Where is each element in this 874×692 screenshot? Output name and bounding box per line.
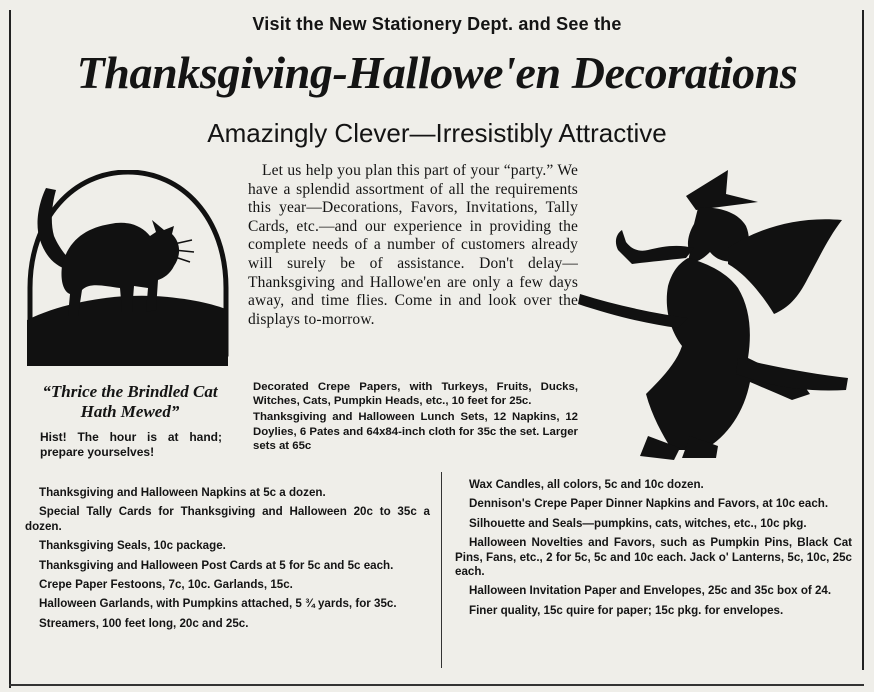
center-item: Decorated Crepe Papers, with Turkeys, Fruits, Ducks, Witches, Cats, Pumpkin Heads, etc., 10 feet for 25c.	[253, 381, 578, 408]
headline: Thanksgiving-Hallowe'en Decorations	[76, 47, 798, 98]
left-item: Thanksgiving Seals, 10c package.	[39, 539, 226, 553]
right-item: Silhouette and Seals—pumpkins, cats, witches, etc., 10c pkg.	[469, 516, 807, 530]
left-item: Streamers, 100 feet long, 20c and 25c.	[39, 616, 249, 630]
cat-caption: “Thrice the Brindled Cat Hath Mewed”	[42, 382, 218, 421]
black-cat-icon	[24, 170, 230, 370]
center-item-list	[253, 380, 578, 455]
witch-on-broom-icon	[578, 168, 850, 470]
bottom-border-rule	[9, 684, 864, 686]
column-divider	[441, 472, 442, 668]
left-item: Thanksgiving and Halloween Napkins at 5c a dozen.	[39, 486, 326, 499]
intro-text: Let us help you plan this part of your “party.” We have a splendid assortment of all the requirements this year—Decorations, Favors, Invitations, Tally Cards, etc.—and our experience in providing the complete needs of a number of customers already will surely be of assistance. Don't delay—Thanksgiving and Hallowe'en are only a few days away, and time flies. Come in and look over the displays to-morrow.	[248, 162, 578, 328]
right-item: Dennison's Crepe Paper Dinner Napkins and Favors, at 10c each.	[469, 497, 829, 511]
hist-text: Hist! The hour is at hand; prepare yourselves!	[40, 430, 222, 459]
left-item: Thanksgiving and Halloween Post Cards at 5 for 5c and 5c each.	[39, 558, 394, 572]
center-item: Thanksgiving and Halloween Lunch Sets, 12 Napkins, 12 Doylies, 6 Pates and 64x84-inch cloth for 35c the set. Larger sets at 65c	[253, 411, 578, 452]
right-border-rule	[862, 10, 864, 670]
left-item: Crepe Paper Festoons, 7c, 10c. Garlands, 15c.	[39, 578, 293, 592]
right-item-list	[455, 478, 852, 623]
left-item-list	[25, 486, 430, 636]
black-cat-illustration	[24, 170, 230, 370]
left-item: Halloween Garlands, with Pumpkins attached, 5 ¾ yards, for 35c.	[39, 597, 397, 611]
intro-paragraph	[248, 162, 578, 329]
left-border-rule	[9, 10, 11, 688]
right-item: Halloween Invitation Paper and Envelopes, 25c and 35c box of 24.	[469, 584, 832, 598]
witch-illustration	[578, 168, 850, 470]
left-item: Special Tally Cards for Thanksgiving and Halloween 20c to 35c a dozen.	[25, 505, 430, 533]
right-item: Finer quality, 15c quire for paper; 15c pkg. for envelopes.	[469, 603, 784, 617]
header-top-line: Visit the New Stationery Dept. and See the	[252, 14, 622, 34]
subheadline: Amazingly Clever—Irresistibly Attractive	[207, 118, 667, 148]
right-item: Wax Candles, all colors, 5c and 10c dozen.	[469, 478, 704, 491]
right-item: Halloween Novelties and Favors, such as Pumpkin Pins, Black Cat Pins, Fans, etc., 2 for 5c, 5c and 10c each. Jack o' Lanterns, 5c, 10c, 25c each.	[455, 536, 852, 579]
